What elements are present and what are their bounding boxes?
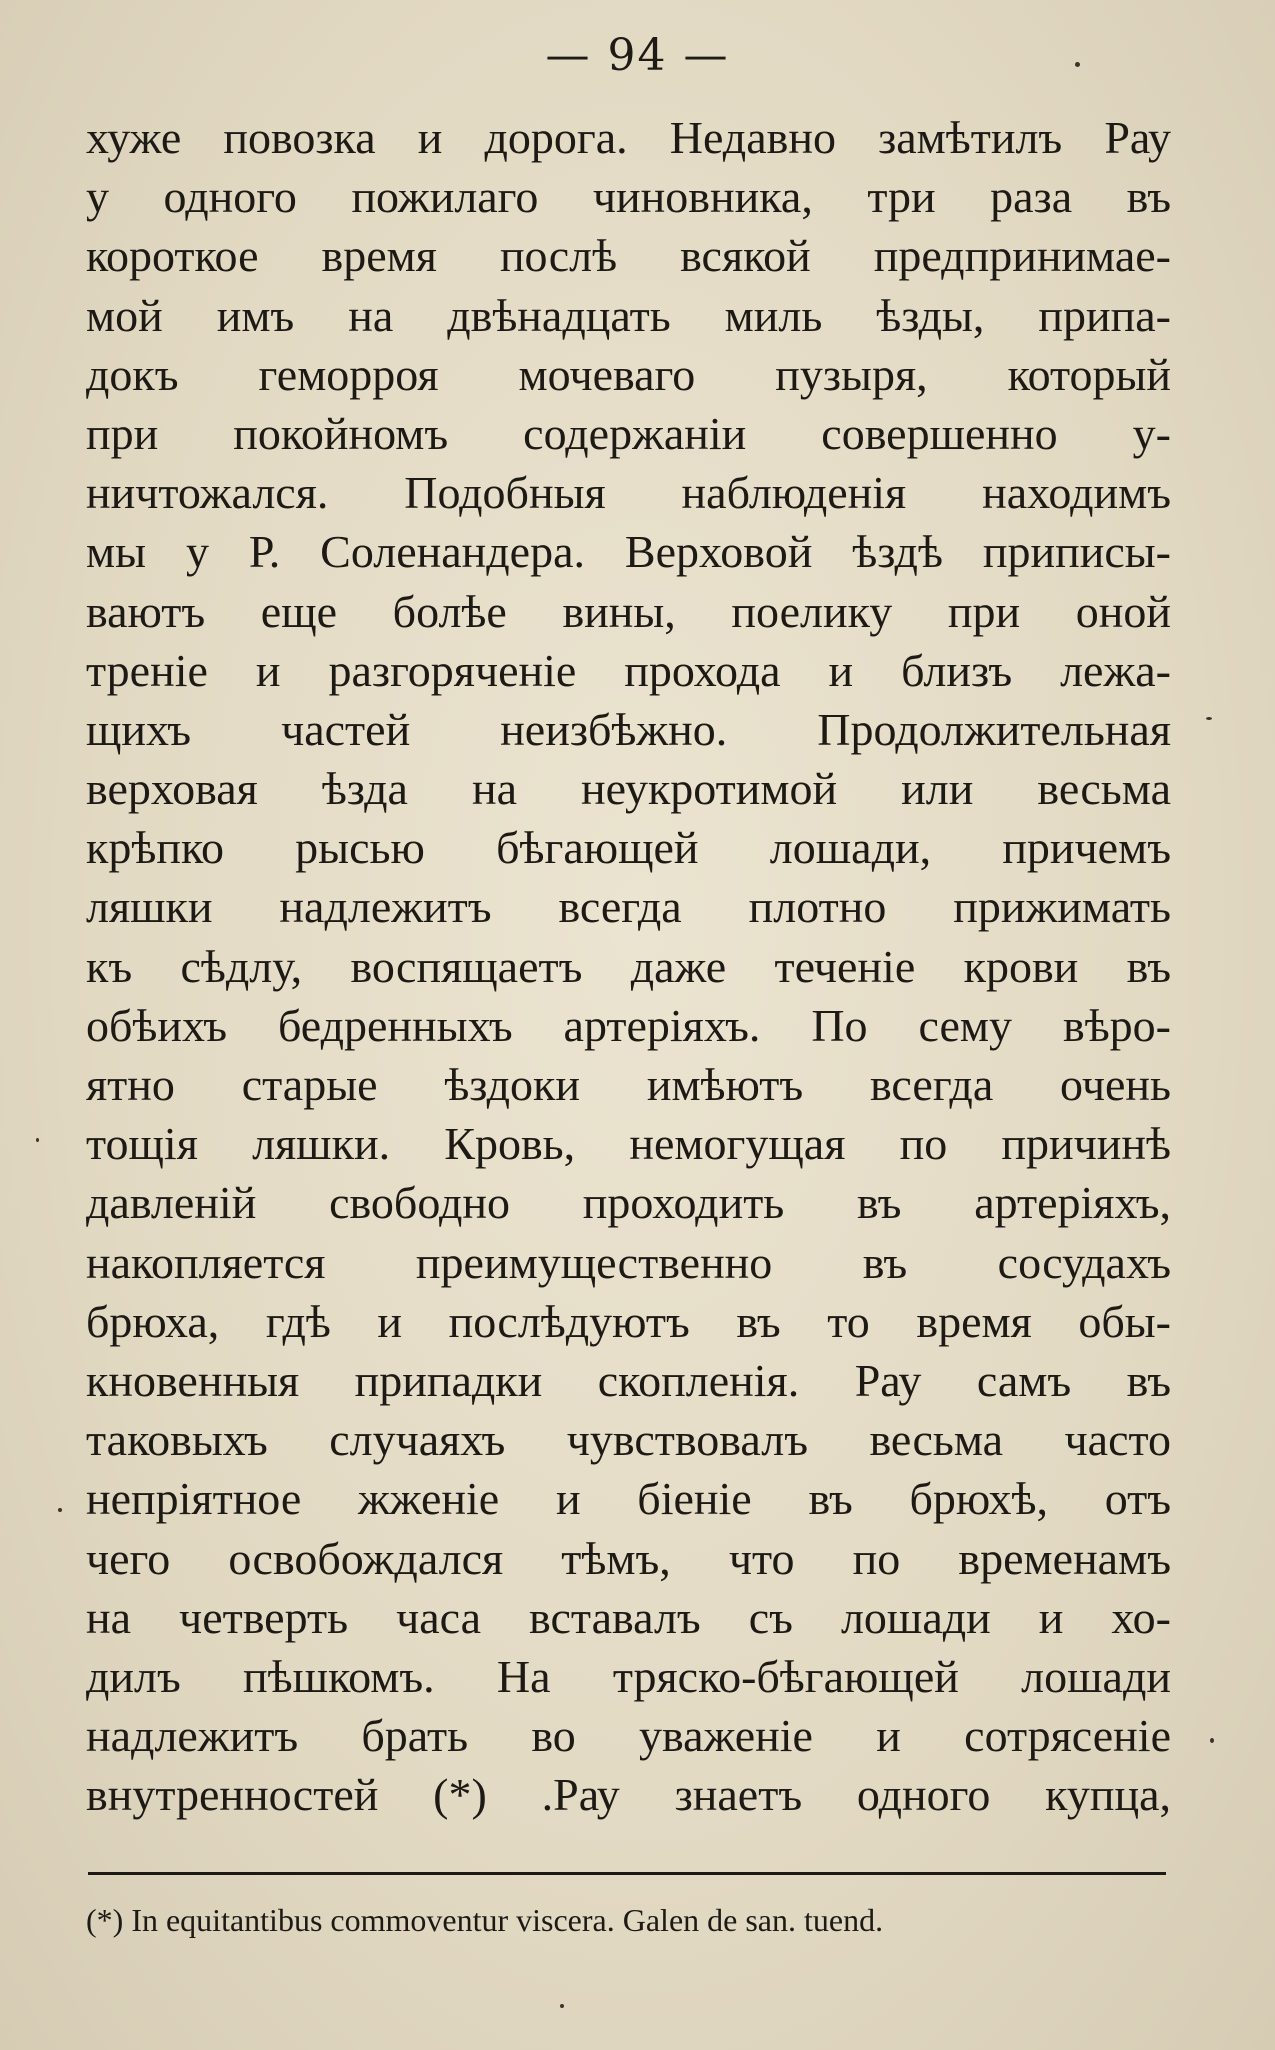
text-line: кновенныя припадки скопленія. Рау самъ въ (86, 1354, 1171, 1406)
footnote: (*) In equitantibus commoventur viscera. Galen de san. tuend. (86, 1902, 884, 1938)
paper-speck (1210, 1738, 1214, 1743)
text-line: брюха, гдѣ и послѣдуютъ въ то время обы- (86, 1295, 1171, 1347)
text-line: обѣихъ бедренныхъ артеріяхъ. По сему вѣро- (86, 999, 1171, 1051)
text-line: къ сѣдлу, воспящаетъ даже теченіе крови въ (86, 940, 1171, 992)
text-line: докъ геморроя мочеваго пузыря, который (86, 348, 1171, 400)
text-line: дилъ пѣшкомъ. На тряско-бѣгающей лошади (86, 1650, 1171, 1702)
text-line: тощія ляшки. Кровь, немогущая по причинѣ (86, 1118, 1171, 1170)
paper-speck (36, 1138, 39, 1142)
page-number: — 94 — (545, 30, 730, 81)
paper-speck (1206, 717, 1212, 720)
paper-speck (560, 2004, 564, 2008)
text-line: таковыхъ случаяхъ чувствовалъ весьма часто (86, 1414, 1171, 1466)
text-line: хуже повозка и дорога. Недавно замѣтилъ Рау (86, 112, 1171, 163)
text-line: короткое время послѣ всякой предпринимае- (86, 230, 1171, 282)
text-line: давленій свободно проходить въ артеріяхъ, (86, 1177, 1171, 1229)
text-line: на четверть часа вставалъ съ лошади и хо- (86, 1591, 1171, 1643)
text-line: внутренностей (*) .Рау знаетъ одного купца, (86, 1769, 1171, 1821)
text-line: крѣпко рысью бѣгающей лошади, причемъ (86, 822, 1171, 874)
text-line: ляшки надлежитъ всегда плотно прижимать (86, 881, 1171, 933)
text-line: чего освобождался тѣмъ, что по временамъ (86, 1532, 1171, 1584)
text-line: ятно старые ѣздоки имѣютъ всегда очень (86, 1059, 1171, 1110)
text-line: ваютъ еще болѣе вины, поелику при оной (86, 585, 1171, 637)
text-line: мой имъ на двѣнадцать миль ѣзды, припа- (86, 289, 1171, 341)
text-line: надлежитъ брать во уваженіе и сотрясеніе (86, 1710, 1171, 1762)
text-line: щихъ частей неизбѣжно. Продолжительная (86, 703, 1171, 755)
paper-speck (58, 1508, 62, 1512)
body-text (86, 108, 1171, 1824)
text-line: ничтожался. Подобныя наблюденія находимъ (86, 467, 1171, 519)
text-line: у одного пожилаго чиновника, три раза въ (86, 171, 1171, 223)
text-line: непріятное жженіе и біеніе въ брюхѣ, отъ (86, 1473, 1171, 1525)
text-line: накопляется преимущественно въ сосудахъ (86, 1236, 1171, 1288)
text-line: треніе и разгоряченіе прохода и близъ лежа- (86, 644, 1171, 696)
footnote-divider (88, 1872, 1166, 1875)
text-line: мы у Р. Соленандера. Верховой ѣздѣ приписы- (86, 526, 1171, 578)
text-line: при покойномъ содержаніи совершенно у- (86, 407, 1171, 459)
text-line: верховая ѣзда на неукротимой или весьма (86, 763, 1171, 815)
paper-speck (1075, 62, 1080, 67)
